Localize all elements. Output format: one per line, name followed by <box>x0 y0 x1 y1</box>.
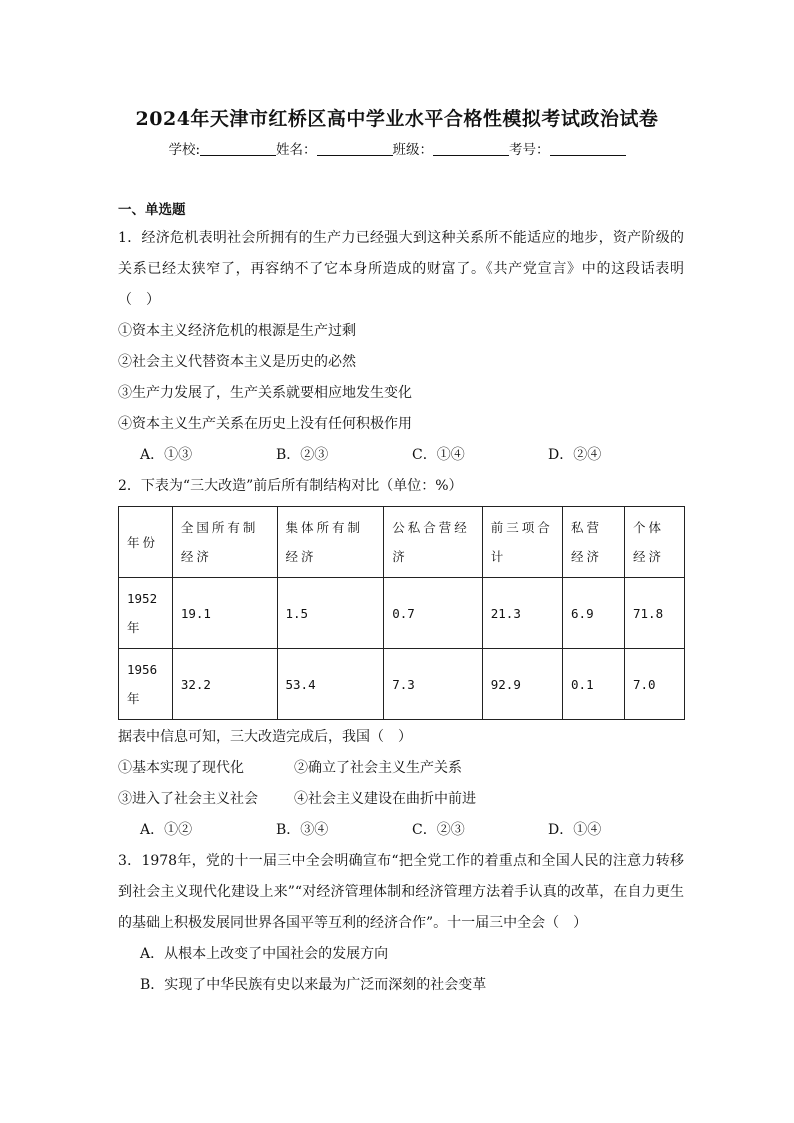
question-3 <box>118 846 684 1001</box>
table-cell: 32.2 <box>172 649 277 720</box>
table-cell: 7.3 <box>384 649 483 720</box>
table-cell: 92.9 <box>482 649 562 720</box>
question-2-choice-d[interactable]: D．①④ <box>548 822 602 838</box>
question-1-item-1: ①资本主义经济危机的根源是生产过剩 <box>118 323 356 339</box>
school-blank <box>200 141 276 156</box>
table-cell: 0.7 <box>384 578 483 649</box>
question-2-item-2: ②确立了社会主义生产关系 <box>294 760 462 776</box>
class-blank <box>433 141 509 156</box>
name-blank <box>317 141 393 156</box>
table-cell: 1.5 <box>277 578 384 649</box>
table-header-cell: 个体经济 <box>625 507 685 578</box>
table-header-cell: 集体所有制经济 <box>277 507 384 578</box>
table-cell: 0.1 <box>563 649 625 720</box>
question-3-option-b[interactable]: B．实现了中华民族有史以来最为广泛而深刻的社会变革 <box>140 977 487 993</box>
question-1-item-3: ③生产力发展了，生产关系就要相应地发生变化 <box>118 385 412 401</box>
table-cell: 1952年 <box>119 578 173 649</box>
question-2-text: 2．下表为“三大改造”前后所有制结构对比（单位：%） <box>118 478 463 494</box>
table-row <box>119 578 685 649</box>
table-cell: 7.0 <box>625 649 685 720</box>
question-1-text: 1．经济危机表明社会所拥有的生产力已经强大到这种关系所不能适应的地步，资产阶级的关系已经太狭窄了，再容纳不了它本身所造成的财富了。《共产党宣言》中的这段话表明（ ） <box>118 230 684 308</box>
question-1-choice-d[interactable]: D．②④ <box>548 447 602 463</box>
question-2-item-3: ③进入了社会主义社会 <box>118 791 258 807</box>
question-2 <box>118 471 684 846</box>
table-cell: 19.1 <box>172 578 277 649</box>
exam-no-label: 考号： <box>509 142 550 158</box>
class-label: 班级： <box>392 142 434 158</box>
question-1 <box>118 223 684 471</box>
table-cell: 53.4 <box>277 649 384 720</box>
question-1-item-4: ④资本主义生产关系在历史上没有任何积极作用 <box>118 416 412 432</box>
question-1-item-2: ②社会主义代替资本主义是历史的必然 <box>118 354 356 370</box>
table-header-cell: 前三项合计 <box>482 507 562 578</box>
question-2-items-row-2 <box>118 784 684 815</box>
school-label: 学校: <box>168 142 201 158</box>
table-header-cell: 私营经济 <box>563 507 625 578</box>
question-1-choices <box>118 440 684 471</box>
table-header-cell: 年份 <box>119 507 173 578</box>
table-header-row <box>119 507 685 578</box>
table-header-cell: 公私合营经济 <box>384 507 483 578</box>
table-cell: 1956年 <box>119 649 173 720</box>
question-3-option-a[interactable]: A．从根本上改变了中国社会的发展方向 <box>140 946 389 962</box>
question-2-item-1: ①基本实现了现代化 <box>118 760 244 776</box>
question-2-items-row-1 <box>118 753 684 784</box>
question-2-choices <box>118 815 684 846</box>
table-header-cell: 全国所有制经济 <box>172 507 277 578</box>
question-2-choice-c[interactable]: C．②③ <box>412 822 465 838</box>
ownership-table <box>118 506 685 720</box>
section-title: 一、单选题 <box>118 202 186 218</box>
question-1-choice-b[interactable]: B．②③ <box>276 447 329 463</box>
student-info-line <box>0 138 794 158</box>
table-cell: 71.8 <box>625 578 685 649</box>
exam-content <box>118 200 684 1001</box>
exam-no-blank <box>550 141 626 156</box>
question-2-followup: 据表中信息可知，三大改造完成后，我国（ ） <box>118 729 412 745</box>
question-1-choice-c[interactable]: C．①④ <box>412 447 465 463</box>
name-label: 姓名： <box>276 142 317 158</box>
table-row <box>119 649 685 720</box>
question-2-choice-a[interactable]: A．①② <box>140 822 193 838</box>
question-2-item-4: ④社会主义建设在曲折中前进 <box>294 791 476 807</box>
question-2-choice-b[interactable]: B．③④ <box>276 822 329 838</box>
table-cell: 21.3 <box>482 578 562 649</box>
question-1-choice-a[interactable]: A．①③ <box>140 447 193 463</box>
question-3-text: 3．1978年，党的十一届三中全会明确宣布“把全党工作的着重点和全国人民的注意力转移到社会主义现代化建设上来”“对经济管理体制和经济管理方法着手认真的改革，在自力更生的基础上积极发展同世界各国平等互利的经济合作”。十一届三中全会（ ） <box>118 853 684 931</box>
exam-title: 2024年天津市红桥区高中学业水平合格性模拟考试政治试卷 <box>135 108 659 130</box>
table-cell: 6.9 <box>563 578 625 649</box>
